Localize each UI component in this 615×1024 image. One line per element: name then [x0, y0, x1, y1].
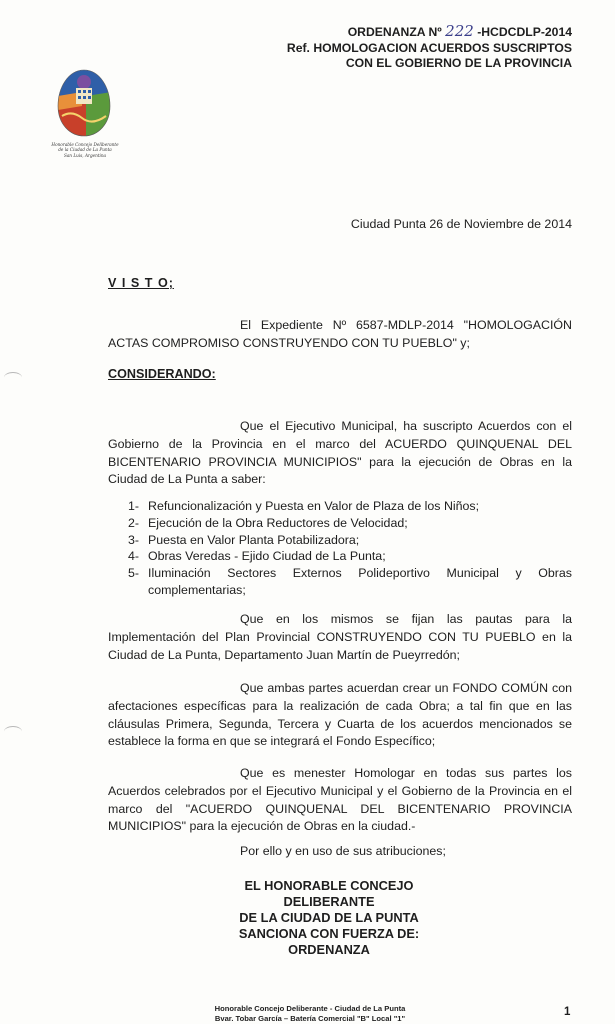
- visto-text: El Expediente Nº 6587-MDLP-2014 "HOMOLOGACIÓN ACTAS COMPROMISO CONSTRUYENDO CON TU PUEBLO" y;: [108, 318, 572, 350]
- paragraph-text: Que es menester Homologar en todas sus partes los Acuerdos celebrados por el Ejecutivo Municipal y el Gobierno de la Provincia en el marco del "ACUERDO QUINQUENAL DEL BICENTENARIO PROVINCIA MUNICIPIOS" para la ejecución de Obras en la ciudad.-: [108, 766, 572, 834]
- list-item-text: Puesta en Valor Planta Potabilizadora;: [148, 532, 360, 547]
- paragraph-text: Que en los mismos se fijan las pautas para la Implementación del Plan Provincial CONSTRUYENDO CON TU PUEBLO en la Ciudad de La Punta, Departamento Juan Martín de Pueyrredón;: [108, 612, 572, 662]
- footer-line-2: Bvar. Tobar García – Batería Comercial "B" Local "1": [214, 1014, 406, 1023]
- reference-line-2: CON EL GOBIERNO DE LA PROVINCIA: [345, 56, 572, 70]
- paragraph-text: Que ambas partes acuerdan crear un FONDO COMÚN con afectaciones específicas para la realización de cada Obra; a tal fin que en las cláusulas Primera, Segunda, Tercera y Cuarta de los acuerdos mencionados se establece la forma en que se integrará el Fondo Específico;: [108, 681, 572, 749]
- list-item-text: Obras Veredas - Ejido Ciudad de La Punta;: [148, 549, 386, 564]
- footer-line-1: Honorable Concejo Deliberante - Ciudad de La Punta: [214, 1004, 406, 1013]
- list-item-number: 4-: [128, 549, 140, 564]
- page-number: 1: [564, 1006, 571, 1018]
- punch-hole-mark: [4, 372, 22, 383]
- sanction-line-4: ORDENANZA: [288, 942, 370, 957]
- list-item: [128, 565, 572, 599]
- ordinance-header: [287, 24, 572, 72]
- list-item-number: 5-: [128, 566, 140, 581]
- list-item: [128, 515, 572, 532]
- visto-heading: V I S T O;: [108, 276, 174, 290]
- logo-caption-line-1: Honorable Concejo Deliberante: [51, 142, 119, 147]
- logo-caption: [40, 142, 130, 158]
- logo-caption-line-2: de la Ciudad de La Punta: [58, 147, 112, 153]
- list-item-text: Refuncionalización y Puesta en Valor de Plaza de los Niños;: [148, 499, 480, 513]
- date-line: Ciudad Punta 26 de Noviembre de 2014: [350, 217, 572, 231]
- sanction-line-3: SANCIONA CON FUERZA DE:: [238, 926, 420, 941]
- considerando-paragraph-1: [108, 418, 572, 489]
- considerando-paragraph-2: [108, 611, 572, 664]
- sanction-block: [200, 878, 458, 958]
- ordinance-number-line: [287, 24, 572, 41]
- list-item-text: Iluminación Sectores Externos Polideportivo Municipal y Obras complementarias;: [148, 566, 572, 597]
- ordinance-code: -HCDCDLP-2014: [477, 25, 572, 39]
- considerando-paragraph-5: [108, 843, 572, 861]
- paragraph-text: Que el Ejecutivo Municipal, ha suscripto Acuerdos con el Gobierno de la Provincia en el marco del ACUERDO QUINQUENAL DEL BICENTENARIO PROVINCIA MUNICIPIOS" para la ejecución de Obras en la Ciudad de La Punta a saber:: [108, 419, 572, 487]
- considerando-heading: CONSIDERANDO:: [108, 367, 216, 381]
- list-item-number: 1-: [128, 499, 140, 513]
- paragraph-text: Por ello y en uso de sus atribuciones;: [240, 844, 446, 858]
- logo-caption-line-3: San Luis, Argentina: [63, 152, 107, 158]
- reference-line-1: Ref. HOMOLOGACION ACUERDOS SUSCRIPTOS: [286, 40, 572, 55]
- list-item: [128, 532, 572, 549]
- list-item-number: 2-: [128, 515, 140, 530]
- page-footer: [140, 1004, 480, 1024]
- handwritten-ordinance-number: 222: [445, 22, 474, 40]
- visto-paragraph: [108, 317, 572, 353]
- considerando-paragraph-4: [108, 765, 572, 836]
- sanction-line-1: EL HONORABLE CONCEJO DELIBERANTE: [244, 878, 414, 909]
- ordinance-label: ORDENANZA Nº: [347, 25, 442, 39]
- faint-stamp-mark: [496, 90, 557, 110]
- council-logo-icon: [52, 66, 116, 140]
- punch-hole-mark: [4, 726, 22, 737]
- sanction-line-2: DE LA CIUDAD DE LA PUNTA: [239, 910, 419, 925]
- list-item-text: Ejecución de la Obra Reductores de Velocidad;: [148, 515, 408, 530]
- list-item: [128, 548, 572, 565]
- considerando-paragraph-3: [108, 680, 572, 751]
- list-item: [128, 498, 572, 515]
- works-list: [128, 498, 572, 599]
- list-item-number: 3-: [128, 532, 140, 547]
